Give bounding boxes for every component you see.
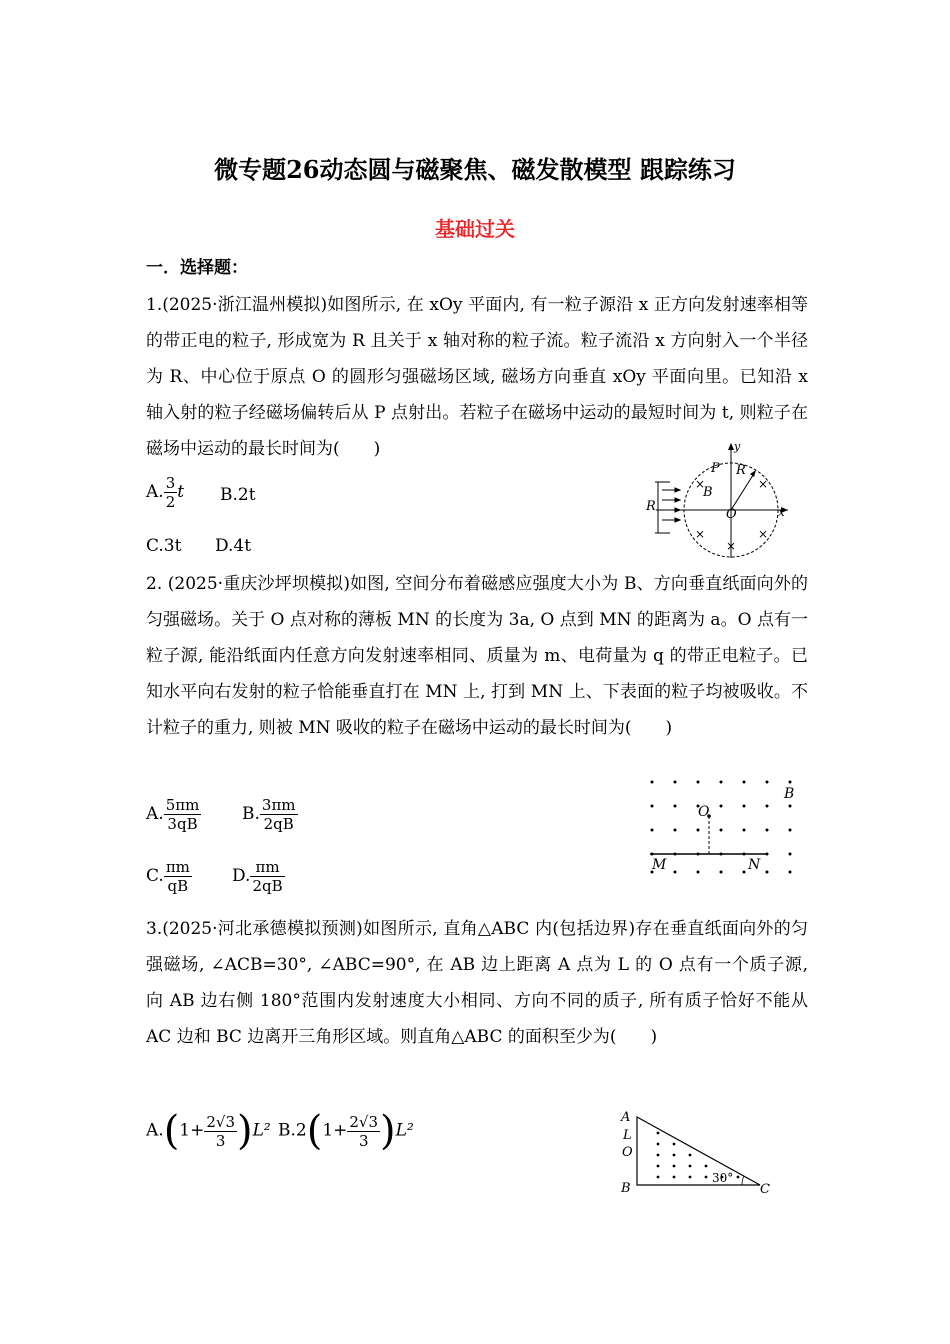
q2-figure	[640, 772, 800, 882]
field-dot	[743, 805, 746, 808]
field-dot	[743, 871, 746, 874]
field-dot	[673, 1154, 676, 1157]
field-dot	[789, 829, 792, 832]
field-dot	[657, 1132, 660, 1135]
field-dot	[737, 1176, 740, 1179]
field-dot	[697, 829, 700, 832]
field-dot	[674, 829, 677, 832]
field-dot	[689, 1176, 692, 1179]
label-y: y	[734, 440, 741, 453]
field-dot	[657, 1143, 660, 1146]
field-dot	[743, 781, 746, 784]
field-dot	[789, 853, 792, 856]
question-3-text: 3.(2025·河北承德模拟预测)如图所示, 直角△ABC 内(包括边界)存在垂直纸面向外的匀强磁场, ∠ACB=30°, ∠ABC=90°, 在 AB 边上距离 A 点为 L 的 O 点有一个质子源, 向 AB 边右侧 180°范围内发射速度大小相同、方向不同的质子, 所有质子恰好不能从 AC 边和 BC 边离开三角形区域。则直角△ABC 的面积至少为( )	[146, 919, 808, 1047]
q3-figure	[618, 1105, 778, 1200]
q1-figure	[640, 440, 790, 560]
field-dots	[651, 781, 795, 874]
label-o: O	[622, 1145, 633, 1160]
label-m: M	[652, 857, 667, 873]
fraction: $\frac{5\pi m}{3qB}$	[165, 796, 200, 833]
label-o: O	[698, 804, 710, 820]
field-dot	[705, 1165, 708, 1168]
label-x: x	[778, 505, 785, 519]
field-dot	[705, 1176, 708, 1179]
svg-text:×: ×	[758, 477, 769, 491]
field-dot	[697, 871, 700, 874]
field-dot	[674, 805, 677, 808]
label-n: N	[748, 857, 761, 873]
label-p: P	[711, 461, 720, 476]
svg-text:×: ×	[695, 527, 706, 541]
q2-option-d: D. $\frac{\pi m}{2qB}$	[232, 858, 283, 895]
page-title: 微专题26动态圆与磁聚焦、磁发散模型 跟踪练习	[214, 155, 736, 184]
q2-option-b: B. $\frac{3\pi m}{2qB}$	[242, 796, 296, 833]
section-title: 基础过关	[435, 217, 515, 241]
svg-text:×: ×	[726, 539, 737, 553]
angle-arc	[742, 1176, 744, 1185]
fraction: $\frac{2√3}{3}$	[206, 1112, 236, 1150]
field-dot	[720, 829, 723, 832]
triangle-abc	[637, 1117, 760, 1185]
field-dot	[689, 1165, 692, 1168]
svg-text:×: ×	[695, 477, 706, 491]
fraction: $\frac{2√3}{3}$	[349, 1112, 379, 1150]
field-dot	[789, 871, 792, 874]
label-r-radius: R	[736, 463, 746, 478]
field-dot	[720, 871, 723, 874]
fraction: $\frac{3}{2}$	[165, 474, 176, 511]
question-2-text: 2. (2025·重庆沙坪坝模拟)如图, 空间分布着磁感应强度大小为 B、方向垂直纸面向外的匀强磁场。关于 O 点对称的薄板 MN 的长度为 3a, O 点到 MN 的距离为 a。O 点有一粒子源, 能沿纸面内任意方向发射速率相同、质量为 m、电荷量为 q 的带正电粒子。已知水平向右发射的粒子恰能垂直打在 MN 上, 打到 MN 上、下表面的粒子均被吸收。不计粒子的重力, 则被 MN 吸收的粒子在磁场中运动的最长时间为( )	[146, 574, 808, 738]
field-dot	[657, 1154, 660, 1157]
label-c: C	[760, 1182, 770, 1197]
field-dot	[766, 829, 769, 832]
label-o: O	[726, 507, 737, 522]
field-dot	[697, 781, 700, 784]
field-dot	[651, 805, 654, 808]
field-dot	[766, 871, 769, 874]
q1-option-a: A. $\frac{3}{2}$ t	[146, 474, 185, 511]
field-dot	[766, 805, 769, 808]
q3-option-a: A.(1+ $\frac{2√3}{3}$ )L²	[146, 1108, 271, 1154]
field-dot	[673, 1143, 676, 1146]
q1-option-c: C.3t	[146, 536, 182, 556]
field-dot	[657, 1165, 660, 1168]
field-dot	[789, 805, 792, 808]
field-dot	[673, 1176, 676, 1179]
field-dot	[651, 829, 654, 832]
svg-text:×: ×	[758, 527, 769, 541]
label-b: B	[784, 786, 795, 802]
fraction: $\frac{3\pi m}{2qB}$	[261, 796, 296, 833]
label-b: B	[621, 1181, 631, 1196]
label-r-width: R	[646, 499, 656, 514]
q1-option-d: D.4t	[215, 536, 252, 556]
label-b: B	[703, 485, 713, 500]
label-l: L	[623, 1128, 632, 1143]
section-heading: 一．选择题：	[146, 258, 248, 278]
label-a: A	[621, 1110, 631, 1125]
q3-option-b: B.2(1+ $\frac{2√3}{3}$ )L²	[278, 1108, 414, 1154]
field-dot	[766, 781, 769, 784]
fraction: $\frac{\pi m}{qB}$	[165, 858, 190, 895]
field-dot	[674, 871, 677, 874]
q2-option-a: A. $\frac{5\pi m}{3qB}$	[146, 796, 200, 833]
q2-option-c: C. $\frac{\pi m}{qB}$	[146, 858, 190, 895]
fraction: $\frac{\pi m}{2qB}$	[252, 858, 283, 895]
label-angle: 30°	[712, 1171, 734, 1185]
field-dot	[720, 781, 723, 784]
q1-option-b: B.2t	[220, 485, 256, 505]
field-dot	[673, 1165, 676, 1168]
field-dot	[689, 1154, 692, 1157]
field-dot	[651, 781, 654, 784]
field-dot	[657, 1176, 660, 1179]
field-dot	[743, 829, 746, 832]
field-dot	[720, 805, 723, 808]
field-dot	[789, 781, 792, 784]
option-label: A.	[146, 482, 164, 502]
particle-arrows	[662, 488, 680, 522]
question-1-text: 1.(2025·浙江温州模拟)如图所示, 在 xOy 平面内, 有一粒子源沿 x 正方向发射速率相等的带正电的粒子, 形成宽为 R 且关于 x 轴对称的粒子流。粒子流沿 x 方向射入一个半径为 R、中心位于原点 O 的圆形匀强磁场区域, 磁场方向垂直 xOy 平面向里。已知沿 x 轴入射的粒子经磁场偏转后从 P 点射出。若粒子在磁场中运动的最短时间为 t, 则粒子在磁场中运动的最长时间为( )	[146, 295, 808, 459]
field-dot	[674, 781, 677, 784]
